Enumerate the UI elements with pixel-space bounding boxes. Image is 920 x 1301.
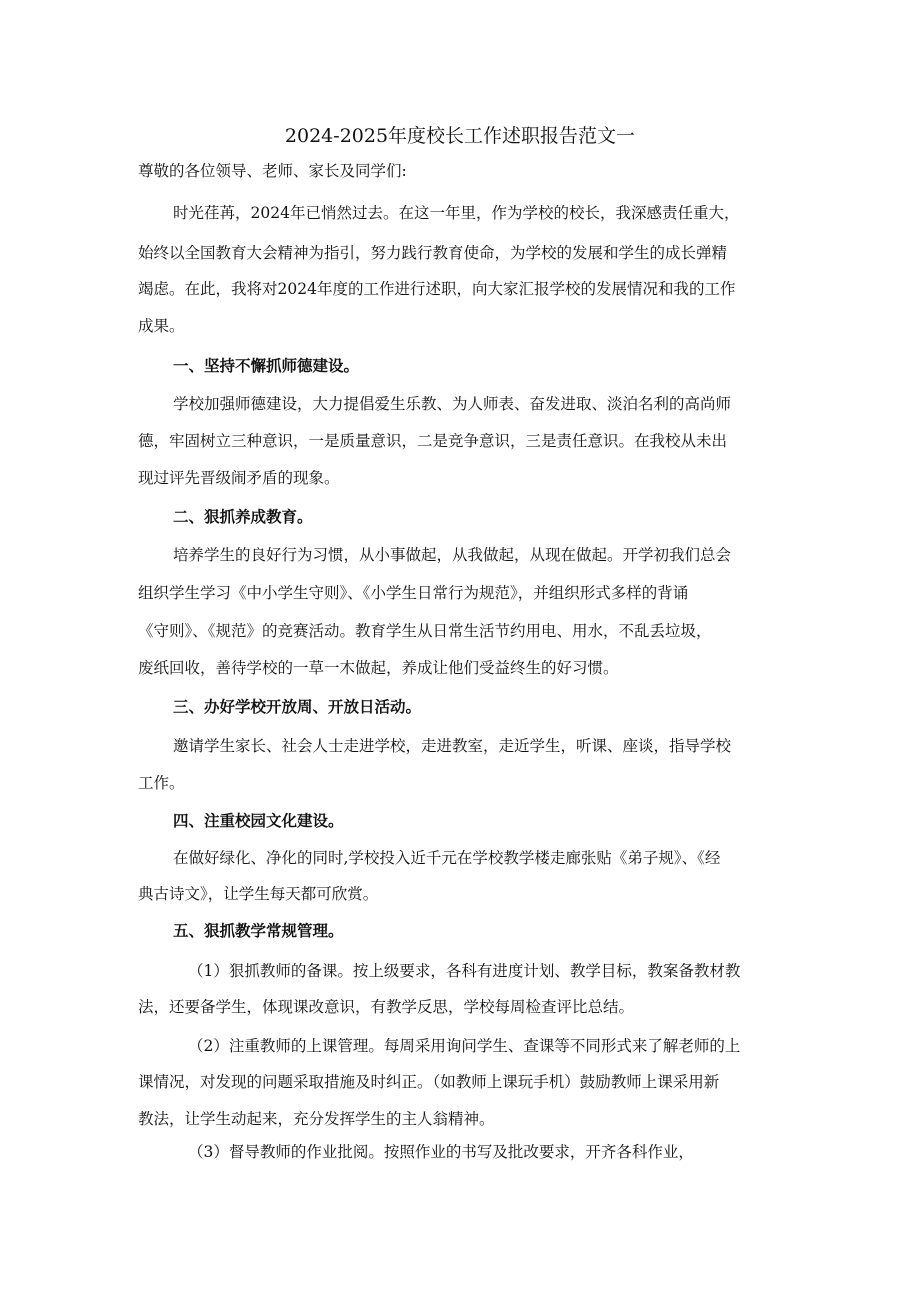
document-title: 2024-2025年度校长工作述职报告范文一 xyxy=(284,125,636,147)
paragraph-line: 德，牢固树立三种意识，一是质量意识，二是竞争意识，三是责任意识。在我校从未出 xyxy=(138,432,728,450)
paragraph-line: 《守则》、《规范》的竞赛活动。教育学生从日常生活节约用电、用水，不乱丢垃圾， xyxy=(138,622,712,640)
section-heading: 二、狠抓养成教育。 xyxy=(173,507,313,526)
section-heading: 五、狠抓教学常规管理。 xyxy=(173,921,344,940)
paragraph-line: 教法，让学生动起来，充分发挥学生的主人翁精神。 xyxy=(138,1110,495,1128)
paragraph-line: 始终以全国教育大会精神为指引，努力践行教育使命，为学校的发展和学生的成长弹精 xyxy=(138,244,728,262)
salutation-line: 尊敬的各位领导、老师、家长及同学们: xyxy=(138,162,407,180)
section-heading: 四、注重校园文化建设。 xyxy=(173,811,344,830)
paragraph-line: 组织学生学习《中小学生守则》、《小学生日常行为规范》，并组织形式多样的背诵 xyxy=(138,584,689,602)
paragraph-line: 时光荏苒，2024年已悄然过去。在这一年里，作为学校的校长，我深感责任重大， xyxy=(173,204,740,222)
paragraph-line: 学校加强师德建设，大力提倡爱生乐教、为人师表、奋发进取、淡泊名利的高尚师 xyxy=(173,395,732,413)
paragraph-line: 培养学生的良好行为习惯，从小事做起，从我做起，从现在做起。开学初我们总会 xyxy=(173,546,732,564)
paragraph-line: 法，还要备学生，体现课改意识，有教学反思，学校每周检查评比总结。 xyxy=(138,998,635,1016)
section-heading: 三、办好学校开放周、开放日活动。 xyxy=(173,697,422,716)
paragraph-line: 邀请学生家长、社会人士走进学校，走进教室，走近学生，听课、座谈，指导学校 xyxy=(173,737,732,755)
paragraph-line: 课情况，对发现的问题采取措施及时纠正。（如教师上课玩手机）鼓励教师上课采用新 xyxy=(138,1073,720,1091)
paragraph-line: （1）狠抓教师的备课。按上级要求，各科有进度计划、教学目标，教案备教材教 xyxy=(188,962,741,980)
paragraph-line: 现过评先晋级闹矛盾的现象。 xyxy=(138,469,340,487)
paragraph-line: 竭虑。在此，我将对2024年度的工作进行述职，向大家汇报学校的发展情况和我的工作 xyxy=(138,280,736,298)
paragraph-line: 典古诗文》，让学生每天都可欣赏。 xyxy=(138,885,379,903)
paragraph-line: 在做好绿化、净化的同时,学校投入近千元在学校教学楼走廊张贴《弟子规》、《经 xyxy=(173,849,721,867)
paragraph-line: 工作。 xyxy=(138,774,185,792)
paragraph-line: （2）注重教师的上课管理。每周采用询问学生、查课等不同形式来了解老师的上 xyxy=(188,1037,741,1055)
paragraph-line: 废纸回收，善待学校的一草一木做起，养成让他们受益终生的好习惯。 xyxy=(138,659,619,677)
paragraph-line: （3）督导教师的作业批阅。按照作业的书写及批改要求，开齐各科作业， xyxy=(188,1143,694,1161)
paragraph-line: 成果。 xyxy=(138,317,185,335)
section-heading: 一、坚持不懈抓师德建设。 xyxy=(173,356,360,375)
